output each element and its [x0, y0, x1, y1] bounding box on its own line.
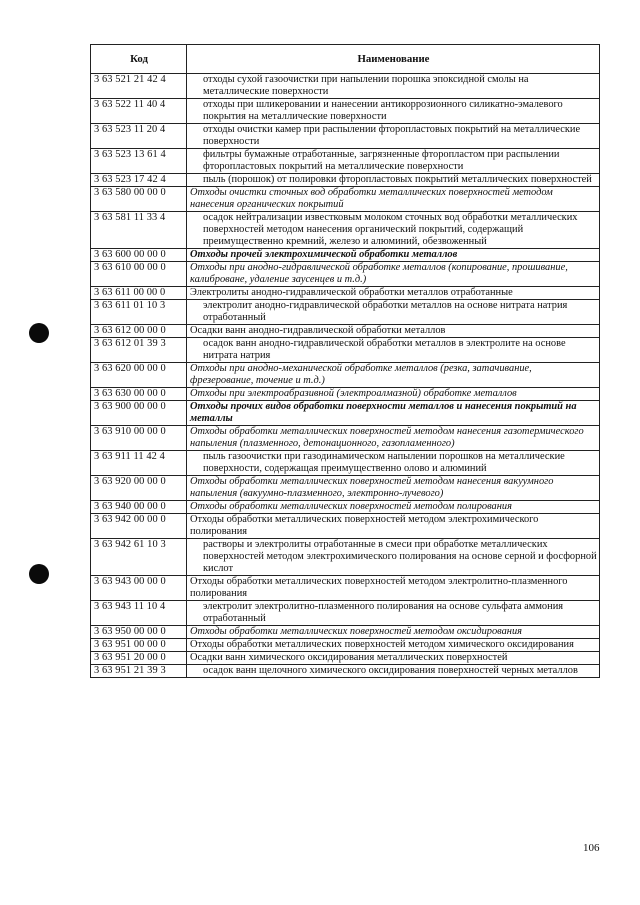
row-code: 3 63 943 11 10 4 — [91, 601, 187, 626]
header-name: Наименование — [187, 45, 600, 74]
table-row — [91, 149, 600, 174]
row-name: Осадки ванн анодно-гидравлической обработки металлов — [187, 325, 600, 338]
table-row — [91, 652, 600, 665]
row-name: Отходы обработки металлических поверхностей методом полирования — [187, 501, 600, 514]
table-row — [91, 99, 600, 124]
row-code: 3 63 610 00 00 0 — [91, 262, 187, 287]
table-row — [91, 514, 600, 539]
table-row — [91, 601, 600, 626]
row-name: Отходы при электроабразивной (электроалмазной) обработке металлов — [187, 388, 600, 401]
row-name: осадок ванн анодно-гидравлической обработки металлов в электролите на основе нитрата натрия — [187, 338, 600, 363]
row-code: 3 63 951 20 00 0 — [91, 652, 187, 665]
table-row — [91, 451, 600, 476]
row-name: Отходы очистки сточных вод обработки металлических поверхностей методом нанесения органических покрытий — [187, 187, 600, 212]
table-row — [91, 363, 600, 388]
table-row — [91, 74, 600, 99]
row-name: Отходы обработки металлических поверхностей методом нанесения вакуумного напыления (вакуумно-плазменного, электронно-лучевого) — [187, 476, 600, 501]
row-name: Отходы прочих видов обработки поверхности металлов и нанесения покрытий на металлы — [187, 401, 600, 426]
table-row — [91, 325, 600, 338]
row-name: растворы и электролиты отработанные в смеси при обработке металлических поверхностей методом электрохимического полирования на основе серной и фосфорной кислот — [187, 539, 600, 576]
table-row — [91, 401, 600, 426]
waste-classification-table — [90, 44, 600, 678]
row-name: Осадки ванн химического оксидирования металлических поверхностей — [187, 652, 600, 665]
row-code: 3 63 911 11 42 4 — [91, 451, 187, 476]
row-code: 3 63 942 61 10 3 — [91, 539, 187, 576]
table-row — [91, 249, 600, 262]
row-code: 3 63 951 21 39 3 — [91, 665, 187, 678]
row-name: Отходы обработки металлических поверхностей методом оксидирования — [187, 626, 600, 639]
row-name: отходы очистки камер при распылении фторопластовых покрытий на металлические поверхности — [187, 124, 600, 149]
row-name: Отходы обработки металлических поверхностей методом нанесения газотермического напыления (плазменного, детонационного, газопламенного) — [187, 426, 600, 451]
row-code: 3 63 522 11 40 4 — [91, 99, 187, 124]
row-code: 3 63 581 11 33 4 — [91, 212, 187, 249]
row-name: Отходы обработки металлических поверхностей методом химического оксидирования — [187, 639, 600, 652]
table-row — [91, 639, 600, 652]
row-name: Отходы прочей электрохимической обработки металлов — [187, 249, 600, 262]
row-name: отходы сухой газоочистки при напылении порошка эпоксидной смолы на металлические поверхности — [187, 74, 600, 99]
table-row — [91, 287, 600, 300]
row-name: Электролиты анодно-гидравлической обработки металлов отработанные — [187, 287, 600, 300]
row-code: 3 63 900 00 00 0 — [91, 401, 187, 426]
table-row — [91, 501, 600, 514]
page-number: 106 — [583, 842, 600, 854]
table-row — [91, 338, 600, 363]
table-row — [91, 665, 600, 678]
table-row — [91, 426, 600, 451]
row-code: 3 63 523 17 42 4 — [91, 174, 187, 187]
row-name: Отходы при анодно-механической обработке металлов (резка, затачивание, фрезерование, точение и т.д.) — [187, 363, 600, 388]
row-code: 3 63 612 01 39 3 — [91, 338, 187, 363]
row-name: электролит анодно-гидравлической обработки металлов на основе нитрата натрия отработанный — [187, 300, 600, 325]
row-name: отходы при шликеровании и нанесении антикоррозионного силикатно-эмалевого покрытия на металлические поверхности — [187, 99, 600, 124]
table-row — [91, 300, 600, 325]
table-row — [91, 187, 600, 212]
row-code: 3 63 630 00 00 0 — [91, 388, 187, 401]
row-code: 3 63 943 00 00 0 — [91, 576, 187, 601]
row-code: 3 63 523 13 61 4 — [91, 149, 187, 174]
row-name: Отходы при анодно-гидравлической обработке металлов (копирование, прошивание, калиброване, удаление заусенцев и т.д.) — [187, 262, 600, 287]
row-code: 3 63 942 00 00 0 — [91, 514, 187, 539]
row-code: 3 63 951 00 00 0 — [91, 639, 187, 652]
table-row — [91, 212, 600, 249]
row-code: 3 63 910 00 00 0 — [91, 426, 187, 451]
table-row — [91, 124, 600, 149]
row-code: 3 63 600 00 00 0 — [91, 249, 187, 262]
row-name: Отходы обработки металлических поверхностей методом электрохимического полирования — [187, 514, 600, 539]
row-code: 3 63 620 00 00 0 — [91, 363, 187, 388]
table-row — [91, 576, 600, 601]
row-code: 3 63 580 00 00 0 — [91, 187, 187, 212]
table-row — [91, 626, 600, 639]
row-name: осадок ванн щелочного химического оксидирования поверхностей черных металлов — [187, 665, 600, 678]
table-row — [91, 262, 600, 287]
row-name: пыль газоочистки при газодинамическом напылении порошков на металлические поверхности, содержащая преимущественно олово и алюминий — [187, 451, 600, 476]
table-row — [91, 174, 600, 187]
punch-hole-bottom — [29, 564, 49, 584]
row-name: пыль (порошок) от полировки фторопластовых покрытий металлических поверхностей — [187, 174, 600, 187]
row-name: фильтры бумажные отработанные, загрязненные фторопластом при распылении фторопластовых покрытий на металлические поверхности — [187, 149, 600, 174]
punch-hole-top — [29, 323, 49, 343]
row-code: 3 63 920 00 00 0 — [91, 476, 187, 501]
row-name: Отходы обработки металлических поверхностей методом электролитно-плазменного полирования — [187, 576, 600, 601]
row-code: 3 63 940 00 00 0 — [91, 501, 187, 514]
row-code: 3 63 521 21 42 4 — [91, 74, 187, 99]
header-code: Код — [91, 45, 187, 74]
row-name: электролит электролитно-плазменного полирования на основе сульфата аммония отработанный — [187, 601, 600, 626]
table-row — [91, 539, 600, 576]
row-code: 3 63 611 01 10 3 — [91, 300, 187, 325]
table-row — [91, 388, 600, 401]
row-code: 3 63 950 00 00 0 — [91, 626, 187, 639]
row-name: осадок нейтрализации известковым молоком сточных вод обработки металлических поверхностей методом нанесения органический покрытий, содержащий преимущественно кремний, железо и алюминий, обезвоженный — [187, 212, 600, 249]
row-code: 3 63 523 11 20 4 — [91, 124, 187, 149]
table-row — [91, 476, 600, 501]
table-header-row — [91, 45, 600, 74]
row-code: 3 63 611 00 00 0 — [91, 287, 187, 300]
row-code: 3 63 612 00 00 0 — [91, 325, 187, 338]
